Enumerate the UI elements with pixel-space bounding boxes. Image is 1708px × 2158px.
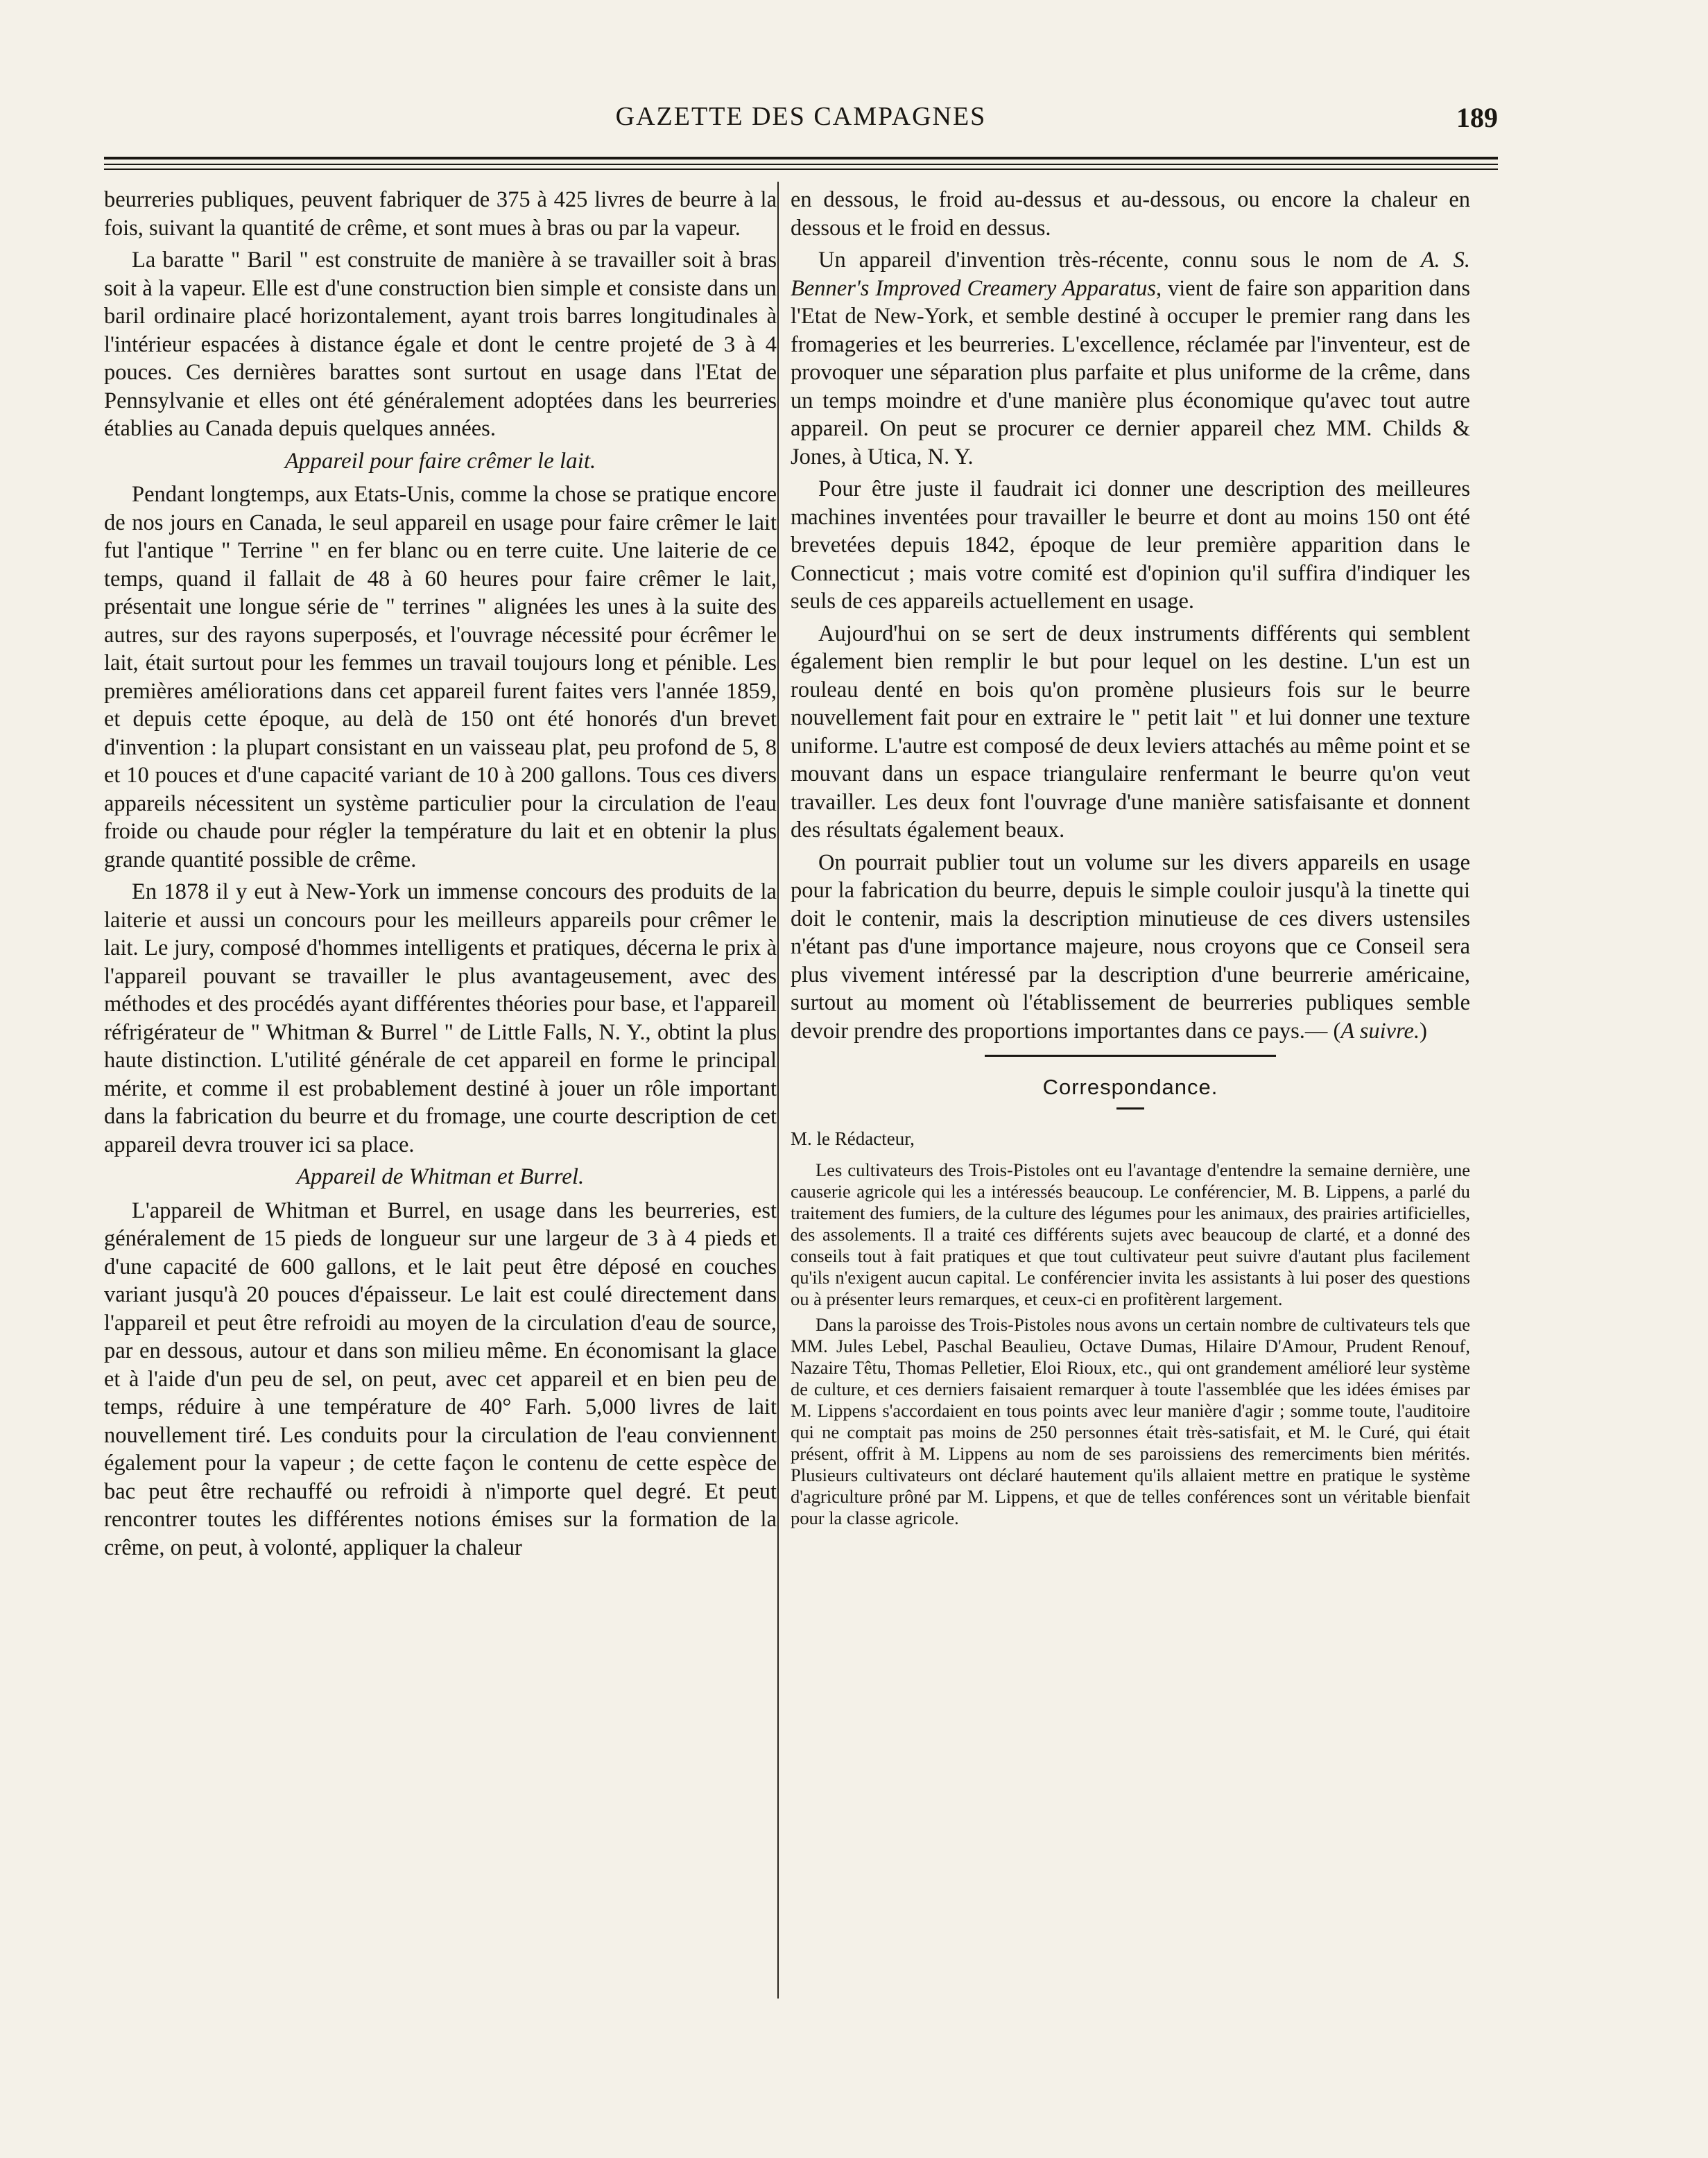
- paragraph: en dessous, le froid au-dessus et au-dessous, ou encore la chaleur en dessous et le froid en dessus.: [791, 187, 1470, 241]
- page-header: [104, 101, 1498, 136]
- left-column: [104, 186, 777, 1566]
- text-run: Un appareil d'invention très-récente, connu sous le nom de: [818, 248, 1421, 273]
- header-rule-thin: [104, 164, 1498, 165]
- continuation-note: A suivre.: [1340, 1018, 1420, 1044]
- text-run: On pourrait publier tout un volume sur les divers appareils en usage pour la fabrication du beurre, depuis le simple couloir jusqu'à la tinette qui doit le contenir, mais la description minutieuse de ces divers ustensiles n'étant pas d'une importance majeure, nous croyons que ce Conseil sera plus vivement intéressé par la description d'une beurrerie américaine, surtout au moment où l'établissement de beurreries publiques semble devoir prendre des proportions importantes dans ce pays.— (: [791, 849, 1470, 1044]
- text-run: ): [1420, 1018, 1427, 1044]
- paragraph: En 1878 il y eut à New-York un immense concours des produits de la laiterie et aussi un concours pour les meilleurs appareils pour crêmer le lait. Le jury, composé d'hommes intelligents et pratiques, décerna le prix à l'appareil pouvant se travailler le plus avantageusement, avec des méthodes et des procédés ayant différentes théories pour base, et l'appareil réfrigérateur de " Whitman & Burrel " de Little Falls, N. Y., obtint la plus haute distinction. L'utilité générale de cet appareil en forme le principal mérite, et comme il est probablement destiné à jouer un rôle important dans la fabrication du beurre et du fromage, une courte description de cet appareil devra trouver ici sa place.: [104, 879, 777, 1157]
- header-rule-thin-2: [104, 169, 1498, 170]
- paragraph: Aujourd'hui on se sert de deux instruments différents qui semblent également bien remplir le but pour lequel on les destine. L'un est un rouleau denté en bois qu'on promène plusieurs fois sur le beurre nouvellement fait pour en extraire le " petit lait " et lui donner une texture uniforme. L'autre est composé de deux leviers attachés au même point et se mouvant dans un espace triangulaire renfermant le beurre qu'on veut travailler. Les deux font l'ouvrage d'une manière satisfaisante et donnent des résultats également beaux.: [791, 621, 1470, 843]
- letter-body: [791, 1159, 1470, 1529]
- subheading: Appareil pour faire crêmer le lait.: [284, 448, 596, 474]
- paragraph: [791, 849, 1470, 1046]
- salutation: M. le Rédacteur,: [791, 1128, 915, 1149]
- text-run: , vient de faire son apparition dans l'Etat de New-York, et semble destiné à occuper le premier rang dans les fromageries et les beurreries. L'excellence, réclamée par l'inventeur, est de provoquer une séparation plus parfaite et plus uniforme de la crême, dans un temps moindre et d'une manière plus économique qu'avec tout autre appareil. On peut se procurer ce dernier appareil chez MM. Childs & Jones, à Utica, N. Y.: [791, 275, 1470, 469]
- letter-paragraph: Dans la paroisse des Trois-Pistoles nous avons un certain nombre de cultivateurs tels que MM. Jules Lebel, Paschal Beaulieu, Octave Dumas, Hilaire D'Amour, Prudent Renouf, Nazaire Têtu, Thomas Pelletier, Eloi Rioux, etc., qui ont grandement amélioré leur système de culture, et ces derniers faisaient remarquer à toute l'assemblée que les idées émises par M. Lippens s'accordaient en tous points avec leur manière d'agir ; somme toute, l'auditoire qui ne comptait pas moins de 250 personnes était très-satisfait, et M. le Curé, qui était présent, offrit à M. Lippens au nom de ses paroissiens des remerciments bien mérités. Plusieurs cultivateurs ont déclaré hautement qu'ils allaient mettre en pratique le système d'agriculture prôné par M. Lippens, et que de telles conférences sont un véritable bienfait pour la classe agricole.: [791, 1314, 1470, 1528]
- paragraph: [791, 246, 1470, 471]
- paragraph: beurreries publiques, peuvent fabriquer de 375 à 425 livres de beurre à la fois, suivant la quantité de crême, et sont mues à bras ou par la vapeur.: [104, 187, 777, 241]
- paragraph: Pour être juste il faudrait ici donner une description des meilleures machines inventées pour travailler le beurre et dont au moins 150 ont été brevetées depuis 1842, époque de leur première apparition dans le Connecticut ; mais votre comité est d'opinion qu'il suffira d'indiquer les seuls de ces appareils actuellement en usage.: [791, 476, 1470, 614]
- letter-paragraph: Les cultivateurs des Trois-Pistoles ont eu l'avantage d'entendre la semaine dernière, une causerie agricole qui les a intéressés beaucoup. Le conférencier, M. B. Lippens, a parlé du traitement des fumiers, de la culture des légumes pour les animaux, des prairies artificielles, des assolements. Il a traité ces différents sujets avec beaucoup de clarté, et a donné des conseils tout à fait pratiques et que tout cultivateur peut suivre d'autant plus facilement qu'ils n'exigent aucun capital. Le conférencier invita les assistants à lui poser des questions ou à présenter leurs remarques, et ceux-ci en profitèrent largement.: [791, 1159, 1470, 1309]
- subheading: Appareil de Whitman et Burrel.: [296, 1164, 585, 1189]
- product-name: A. S. Benner's Improved Creamery Apparatus: [791, 248, 1470, 301]
- page-number: 189: [1456, 102, 1498, 133]
- right-column: [791, 186, 1470, 1533]
- paragraph: La baratte " Baril " est construite de manière à se travailler soit à bras soit à la vapeur. Elle est d'une construction bien simple et consiste dans un baril ordinaire placé horizontalement, ayant trois barres longitudinales à l'intérieur espacées à distance égale et dont le centre projeté de 3 à 4 pouces. Ces dernières barattes sont surtout en usage dans l'Etat de Pennsylvanie et elles ont été généralement adoptées dans les beurreries établies au Canada depuis quelques années.: [104, 248, 777, 441]
- paragraph: Pendant longtemps, aux Etats-Unis, comme la chose se pratique encore de nos jours en Canada, le seul appareil en usage pour faire crêmer le lait fut l'antique " Terrine " en fer blanc ou en terre cuite. Une laiterie de ce temps, quand il fallait de 48 à 60 heures pour faire crêmer le lait, présentait une longue série de " terrines " alignées les unes à la suite des autres, sur des rayons superposés, et l'ouvrage nécessité pour écrêmer le lait, était surtout pour les femmes un travail toujours long et pénible. Les premières améliorations dans cet appareil furent faites vers l'année 1859, et depuis cette époque, au delà de 150 ont été honorés d'un brevet d'invention : la plupart consistant en un vaisseau plat, peu profond de 5, 8 et 10 pouces et d'une capacité variant de 10 à 200 gallons. Tous ces divers appareils nécessitent un système particulier pour la circulation de l'eau froide ou chaude pour régler la température du lait et en obtenir la plus grande quantité possible de crême.: [104, 482, 777, 872]
- paragraph: L'appareil de Whitman et Burrel, en usage dans les beurreries, est généralement de 15 pieds de longueur sur une largeur de 3 à 4 pieds et d'une capacité de 600 gallons, et le lait peut être déposé en couches variant jusqu'à 20 pouces d'épaisseur. Le lait est coulé directement dans l'appareil et peut être refroidi au moyen de la circulation d'eau de source, par en dessous, autour et dans son milieu même. En économisant la glace et à l'aide d'un peu de sel, on peut, avec cet appareil et en bien peu de temps, réduire à une température de 40° Farh. 5,000 livres de lait nouvellement tiré. Les conduits pour la circulation de l'eau conviennent également pour la vapeur ; de cette façon le contenu de cette espèce de bac peut être rechauffé ou refroidi à n'importe quel degré. Et peut rencontrer toutes les différentes notions émises sur la formation de la crême, on peut, à volonté, appliquer la chaleur: [104, 1198, 777, 1560]
- header-rule-thick: [104, 157, 1498, 159]
- column-divider: [777, 182, 779, 1999]
- section-separator: [985, 1055, 1276, 1057]
- section-title: Correspondance.: [1042, 1075, 1218, 1099]
- title-dash: [1116, 1107, 1144, 1110]
- publication-title: GAZETTE DES CAMPAGNES: [615, 102, 987, 131]
